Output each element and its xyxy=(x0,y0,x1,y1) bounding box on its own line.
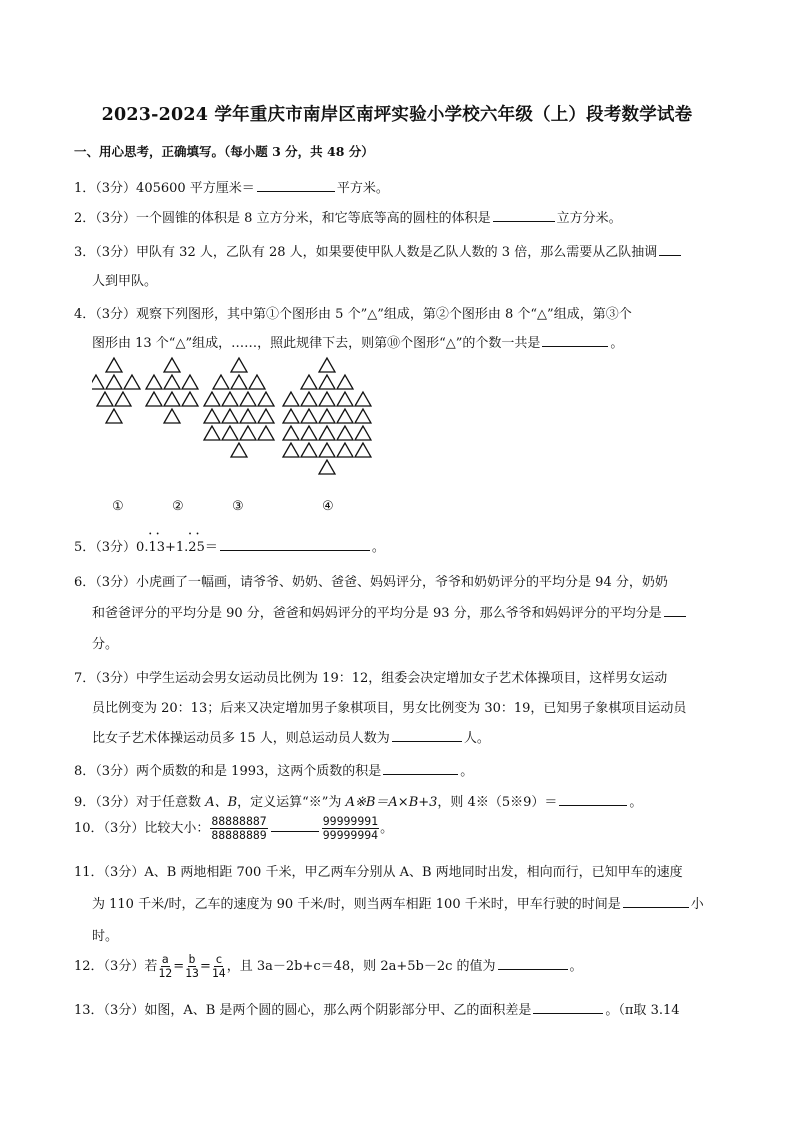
triangle-shape xyxy=(164,375,180,389)
section-heading: 一、用心思考，正确填写。（每小题 3 分，共 48 分） xyxy=(74,144,374,159)
figure-label: ① xyxy=(112,499,124,514)
triangle-shape xyxy=(249,375,265,389)
figure-label: ④ xyxy=(322,499,334,514)
figure-label: ③ xyxy=(232,499,244,514)
triangle-shape xyxy=(164,409,180,423)
answer-blank[interactable] xyxy=(271,819,319,832)
fraction: $\frac{99999991}{99999994}$ xyxy=(322,814,379,842)
triangle-shape xyxy=(231,443,247,457)
triangle-shape xyxy=(283,426,299,440)
triangle-shape xyxy=(164,358,180,372)
triangle-pattern-figure xyxy=(92,356,372,486)
triangle-shape xyxy=(204,392,220,406)
triangle-shape xyxy=(319,392,335,406)
answer-blank[interactable] xyxy=(257,179,335,192)
triangle-shape xyxy=(106,409,122,423)
answer-blank[interactable] xyxy=(493,209,555,222)
question-11-cont: 时。 xyxy=(92,929,119,944)
triangle-shape xyxy=(319,358,335,372)
question-12: 12．（3分）若 $\frac{a}{12}$ = $\frac{b}{13}$ = $\frac{c}{14}$ ，且 3a－2b+c＝48，则 2a+5b－2c 的值为 。 xyxy=(74,952,583,980)
fraction: $\frac{c}{14}$ xyxy=(211,952,226,980)
answer-blank[interactable] xyxy=(623,895,689,908)
triangle-shape xyxy=(258,426,274,440)
fraction: $\frac{88888887}{88888889}$ xyxy=(211,814,267,842)
triangle-shape xyxy=(337,426,353,440)
triangle-shape xyxy=(319,426,335,440)
question-3-cont: 人到甲队。 xyxy=(92,274,158,289)
question-7: 7．（3分）中学生运动会男女运动员比例为 19：12，组委会决定增加女子艺术体操项目，这样男女运动 xyxy=(74,671,668,686)
triangle-shape xyxy=(231,358,247,372)
triangle-shape xyxy=(106,375,122,389)
answer-blank[interactable] xyxy=(383,762,458,775)
triangle-shape xyxy=(204,426,220,440)
triangle-shape xyxy=(355,443,371,457)
triangle-shape xyxy=(164,392,180,406)
triangle-shape xyxy=(301,375,317,389)
question-3: 3．（3分）甲队有 32 人，乙队有 28 人，如果要使甲队人数是乙队人数的 3 倍，那么需要从乙队抽调 xyxy=(74,241,683,260)
triangle-shape xyxy=(240,392,256,406)
triangle-shape xyxy=(283,443,299,457)
question-6: 6．（3分）小虎画了一幅画，请爷爷、奶奶、爸爸、妈妈评分，爷爷和奶奶评分的平均分是 94 分，奶奶 xyxy=(74,575,668,590)
figure-label: ② xyxy=(172,499,184,514)
triangle-shape xyxy=(337,392,353,406)
triangle-shape xyxy=(213,375,229,389)
triangle-shape xyxy=(240,409,256,423)
question-1: 1．（3分）405600 平方厘米＝ 平方米。 xyxy=(74,181,389,196)
question-2: 2．（3分）一个圆锥的体积是 8 立方分米，和它等底等高的圆柱的体积是 立方分米。 xyxy=(74,211,622,226)
question-11: 11．（3分）A、B 两地相距 700 千米，甲乙两车分别从 A、B 两地同时出发，相向而行，已知甲车的速度 xyxy=(74,865,683,880)
answer-blank[interactable] xyxy=(659,243,681,256)
triangle-shape xyxy=(258,392,274,406)
triangle-shape xyxy=(355,426,371,440)
triangle-shape xyxy=(355,409,371,423)
question-13: 13．（3分）如图，A、B 是两个圆的圆心，那么两个阴影部分甲、乙的面积差是 。（π取 3.14 xyxy=(74,1003,680,1018)
triangle-shape xyxy=(319,460,335,474)
triangle-shape xyxy=(222,426,238,440)
question-4: 4．（3分）观察下列图形，其中第①个图形由 5 个”△”组成，第②个图形由 8 个“△”组成，第③个 xyxy=(74,307,632,322)
triangle-shape xyxy=(319,409,335,423)
fraction: $\frac{a}{12}$ xyxy=(158,952,173,980)
triangle-shape xyxy=(301,443,317,457)
triangle-shape xyxy=(283,392,299,406)
triangle-shape xyxy=(115,392,131,406)
answer-blank[interactable] xyxy=(498,957,568,970)
question-9: 9．（3分）对于任意数 A、B，定义运算“※”为 A※B＝A×B+3，则 4※（5※9）＝ 。 xyxy=(74,795,643,810)
triangle-shape xyxy=(337,443,353,457)
answer-blank[interactable] xyxy=(542,334,608,347)
triangle-shape xyxy=(319,375,335,389)
triangle-shape xyxy=(337,375,353,389)
fraction: $\frac{b}{13}$ xyxy=(185,952,199,980)
triangle-shape xyxy=(258,409,274,423)
triangle-shape xyxy=(222,392,238,406)
answer-blank[interactable] xyxy=(220,538,370,551)
triangle-shape xyxy=(301,392,317,406)
question-11-cont: 为 110 千米/时，乙车的速度为 90 千米/时，则当两车相距 100 千米时，甲车行驶的时间是 小 xyxy=(92,897,704,912)
question-5: 5．（3分）0.• • 13+1.• • 25＝ 。 xyxy=(74,536,385,555)
answer-blank[interactable] xyxy=(533,1001,603,1014)
triangle-shape xyxy=(182,375,198,389)
triangle-shape xyxy=(182,392,198,406)
triangle-shape xyxy=(222,409,238,423)
repeating-decimal: • • 25 xyxy=(188,540,205,555)
question-8: 8．（3分）两个质数的和是 1993，这两个质数的积是 。 xyxy=(74,764,474,779)
answer-blank[interactable] xyxy=(664,604,686,617)
triangle-shape xyxy=(337,409,353,423)
repeating-decimal: • • 13 xyxy=(148,540,165,555)
triangle-shape xyxy=(204,409,220,423)
question-6-cont: 分。 xyxy=(92,637,119,652)
question-10: 10．（3分）比较大小： $\frac{88888887}{88888889}$ $\frac{99999991}{99999994}$ 。 xyxy=(74,814,394,842)
triangle-shape xyxy=(301,409,317,423)
triangle-shape xyxy=(283,409,299,423)
triangle-shape xyxy=(146,375,162,389)
triangle-shape xyxy=(97,392,113,406)
answer-blank[interactable] xyxy=(392,729,462,742)
triangle-shape xyxy=(124,375,140,389)
triangle-shape xyxy=(146,392,162,406)
triangle-shape xyxy=(301,426,317,440)
answer-blank[interactable] xyxy=(559,793,627,806)
triangle-shape xyxy=(355,392,371,406)
question-7-cont: 员比例变为 20：13；后来又决定增加男子象棋项目，男女比例变为 30：19，已知男子象棋项目运动员 xyxy=(92,701,687,716)
question-4-cont: 图形由 13 个“△”组成，……，照此规律下去，则第⑩个图形“△”的个数一共是 。 xyxy=(92,336,624,351)
question-7-cont: 比女子艺术体操运动员多 15 人，则总运动员人数为 人。 xyxy=(92,731,490,746)
triangle-shape xyxy=(319,443,335,457)
question-6-cont: 和爸爸评分的平均分是 90 分，爸爸和妈妈评分的平均分是 93 分，那么爷爷和妈妈评分的平均分是 xyxy=(92,602,688,621)
triangle-shape xyxy=(231,375,247,389)
triangle-shape xyxy=(106,358,122,372)
triangle-shape xyxy=(240,426,256,440)
exam-title: 2023-2024 学年重庆市南岸区南坪实验小学校六年级（上）段考数学试卷 xyxy=(101,105,693,125)
triangle-shape xyxy=(92,375,104,389)
